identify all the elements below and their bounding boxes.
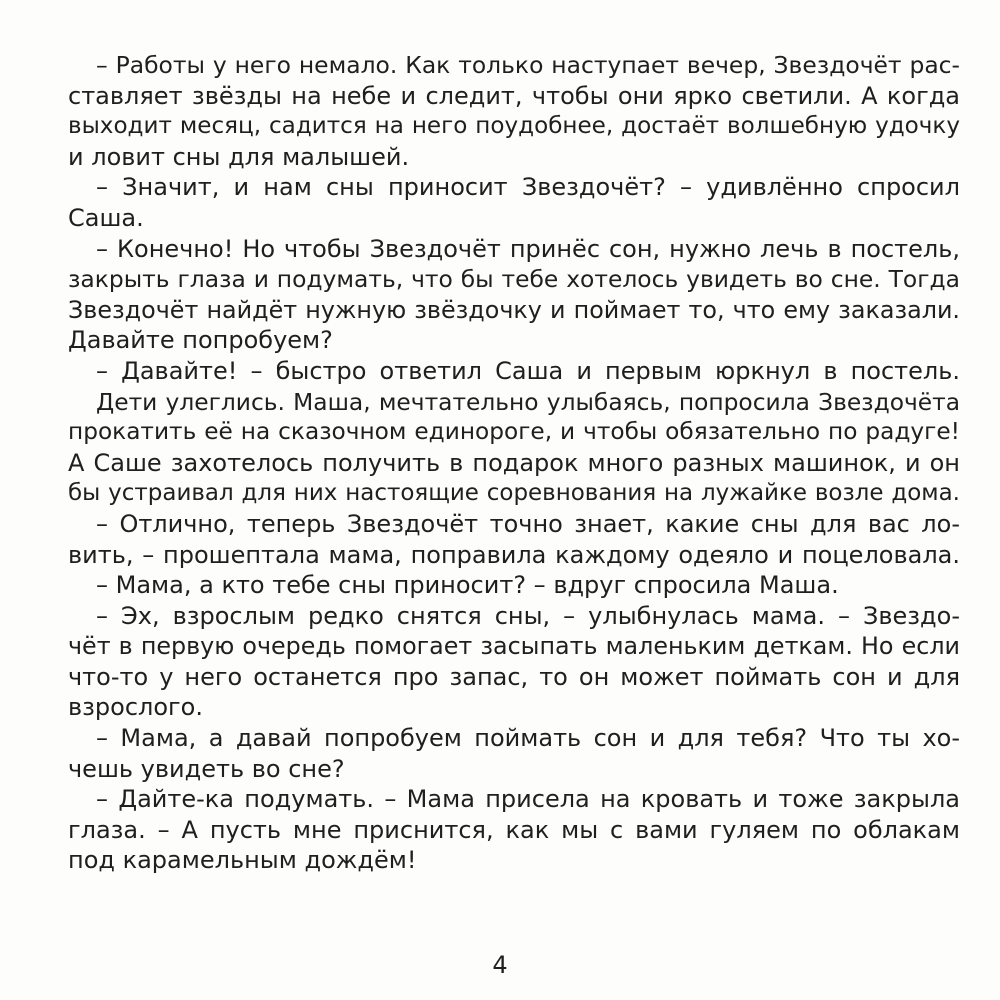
text-line: и ловит сны для малышей. [68, 142, 410, 171]
text-line: что-то у него останется про запас, то он может поймать сон и для [68, 662, 960, 691]
text-line: закрыть глаза и подумать, что бы тебе хотелось увидеть во сне. Тогда [68, 265, 960, 294]
page-number: 4 [492, 951, 508, 979]
text-line: чёт в первую очередь помогает засыпать маленьким деткам. Но если [68, 632, 960, 661]
text-line: Звездочёт найдёт нужную звёздочку и поймает то, что ему заказали. [68, 295, 960, 324]
text-line: вить, – прошептала мама, поправила каждому одеяло и поцеловала. [68, 540, 960, 569]
text-line: Дети улеглись. Маша, мечтательно улыбаясь, попросила Звездочёта [96, 387, 960, 416]
text-line: – Мама, а давай попробуем поймать сон и для тебя? Что ты хо- [96, 724, 960, 753]
text-line: глаза. – А пусть мне приснится, как мы с вами гуляем по облакам [68, 815, 960, 844]
text-line: чешь увидеть во сне? [68, 754, 345, 783]
text-line: – Значит, и нам сны приносит Звездочёт? – удивлённо спросил [96, 173, 960, 202]
text-line: – Отлично, теперь Звездочёт точно знает, какие сны для вас ло- [96, 509, 960, 538]
text-line: взрослого. [68, 693, 203, 722]
text-line: – Эх, взрослым редко снятся сны, – улыбнулась мама. – Звездо- [96, 601, 960, 630]
text-line: – Работы у него немало. Как только наступает вечер, Звездочёт рас- [96, 51, 960, 79]
text-line: – Давайте! – быстро ответил Саша и первым юркнул в постель. [96, 356, 960, 385]
text-line: – Конечно! Но чтобы Звездочёт принёс сон, нужно лечь в постель, [96, 234, 960, 263]
text-line: прокатить её на сказочном единороге, и чтобы обязательно по радуге! [68, 418, 960, 446]
story-text [68, 50, 960, 876]
text-line: бы устраивал для них настоящие соревнования на лужайке возле дома. [68, 480, 960, 507]
text-line: А Саше захотелось получить в подарок много разных машинок, и он [68, 448, 960, 477]
text-line: – Мама, а кто тебе сны приносит? – вдруг спросила Маша. [96, 571, 839, 600]
text-line: Саша. [68, 203, 144, 232]
text-line: выходит месяц, садится на него поудобнее, достаёт волшебную удочку [68, 113, 960, 140]
text-line: Давайте попробуем? [68, 326, 333, 355]
text-line: – Дайте-ка подумать. – Мама присела на кровать и тоже закрыла [96, 785, 960, 814]
text-line: под карамельным дождём! [68, 846, 417, 875]
text-line: ставляет звёзды на небе и следит, чтобы они ярко светили. А когда [68, 81, 960, 110]
